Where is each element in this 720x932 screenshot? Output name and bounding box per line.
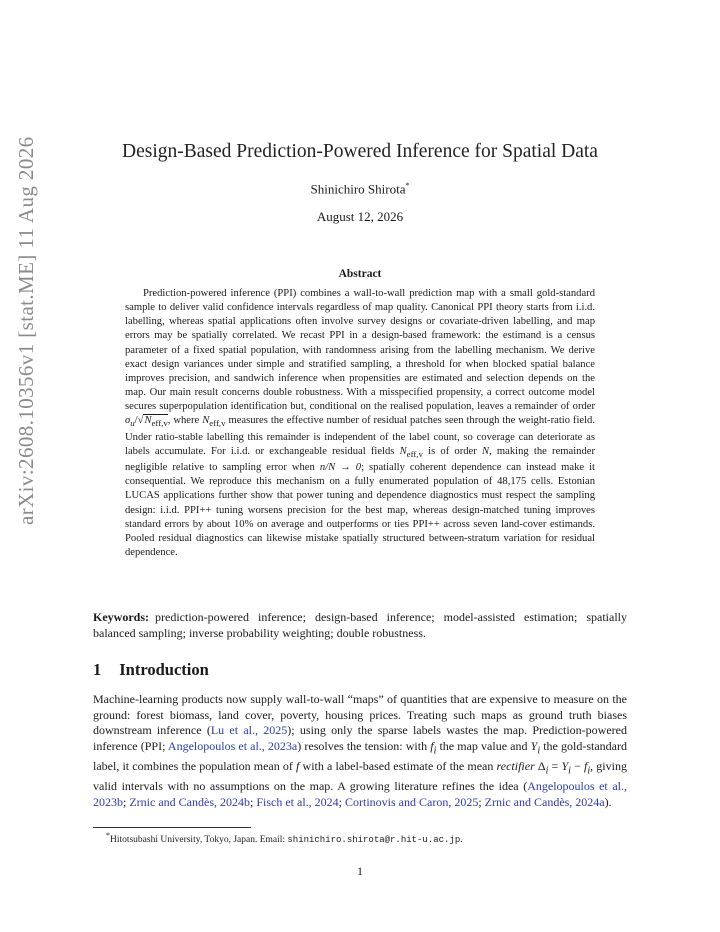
author-line <box>0 181 720 197</box>
keywords-label: Keywords: <box>93 610 149 624</box>
footnote-rule <box>93 827 251 828</box>
author-email[interactable]: shinichiro.shirota@r.hit-u.ac.jp <box>287 835 461 846</box>
page-number: 1 <box>357 864 363 878</box>
citation-link[interactable]: Angelopoulos et al., 2023b <box>93 779 627 809</box>
abstract-heading: Abstract <box>338 268 382 280</box>
citation-link[interactable]: Angelopoulos et al., 2023a <box>167 739 298 754</box>
math-n-eff: $N_{eff,v}$ <box>202 415 226 429</box>
introduction-paragraph: Machine-learning products now supply wall-to-wall “maps” of quantities that are expensive to measure on the ground: forest biomass, land cover, poverty, housing prices. Treating such maps as ground truth biases downstream inference (Lu et al., 2025); using only the sparse labels wastes the map. Prediction-powered inference (PPI; Angelopoulos et al., 2023a) resolves the tension: with $f_i$ the map value and $Y_i$ the gold-standard label, it combines the population mean of f with a label-based estimate of the mean rectifier $\Delta_i = Y_i - f_i$, giving valid intervals with no assumptions on the map. A growing literature refines the idea (Angelopoulos et al., 2023b; Zrnic and Candès, 2024b; Fisch et al., 2024; Cortinovis and Caron, 2025; Zrnic and Candès, 2024a). <box>93 692 627 809</box>
citation-link[interactable]: Zrnic and Candès, 2024a <box>484 795 605 809</box>
keywords-text: prediction-powered inference; design-based inference; model-assisted estimation; spatially balanced sampling; inverse probability weighting; double robustness. <box>93 610 627 640</box>
citation-link[interactable]: Zrnic and Candès, 2024b <box>129 795 250 809</box>
author-name: Shinichiro Shirota <box>310 181 406 197</box>
section-title: Introduction <box>119 660 209 679</box>
keywords <box>93 609 627 641</box>
paper-date: August 12, 2026 <box>316 209 404 224</box>
arxiv-identifier: arXiv:2608.10356v1 [stat.ME] 11 Aug 2026 <box>14 136 38 525</box>
paper-title: Design-Based Prediction-Powered Inference for Spatial Data <box>122 141 598 162</box>
math-sigma-u: $\sigma_u/√N_{eff,v}$ <box>125 415 168 429</box>
abstract-body: Prediction-powered inference (PPI) combines a wall-to-wall prediction map with a small gold-standard sample to deliver valid confidence intervals regardless of map quality. Canonical PPI theory starts from i.i.d. labelling, whereas spatial applications often involve survey designs or covariate-driven labelling, and map errors may be spatially correlated. We recast PPI in a design-based framework: the estimand is a census parameter of a fixed spatial population, with randomness arising from the labelling mechanism. We derive exact design variances under simple and stratified sampling, a threshold for when blocked spatial balance improves precision, and sandwich inference when propensities are estimated and selection depends on the map. Our main result concerns double robustness. With a misspecified propensity, a correct outcome model secures superpopulation identification but, conditional on the realised population, leaves a remainder of order $\sigma_u/√N_{eff,v}$, where $N_{eff,v}$ measures the effective number of residual patches seen through the weight-ratio field. Under ratio-stable labelling this remainder is independent of the label count, so coverage can deteriorate as labels accumulate. For i.i.d. or exchangeable residual fields $N_{eff,v}$ is of order N, making the remainder negligible relative to sampling error when n/N → 0; spatially coherent dependence can instead make it consequential. We reproduce this mechanism on a fully enumerated population of 48,175 cells. Estonian LUCAS applications further show that power tuning and dependence diagnostics must respect the sampling design: i.i.d. PPI++ tuning worsens precision for the best map, whereas design-matched tuning improves standard errors by about 10% on average and outperforms or ties PPI++ across seven land-cover estimands. Pooled residual diagnostics can likewise mistake spatially structured between-stratum variation for residual dependence. <box>125 288 595 559</box>
author-footnote-mark: * <box>405 181 410 190</box>
footnote: *Hitotsubashi University, Tokyo, Japan. Email: shinichiro.shirota@r.hit-u.ac.jp. <box>106 831 463 846</box>
section-number: 1 <box>93 660 102 679</box>
citation-link[interactable]: Fisch et al., 2024 <box>256 795 339 809</box>
citation-link[interactable]: Cortinovis and Caron, 2025 <box>345 795 479 809</box>
section-heading-introduction <box>93 660 209 680</box>
citation-link[interactable]: Lu et al., 2025 <box>210 723 288 738</box>
